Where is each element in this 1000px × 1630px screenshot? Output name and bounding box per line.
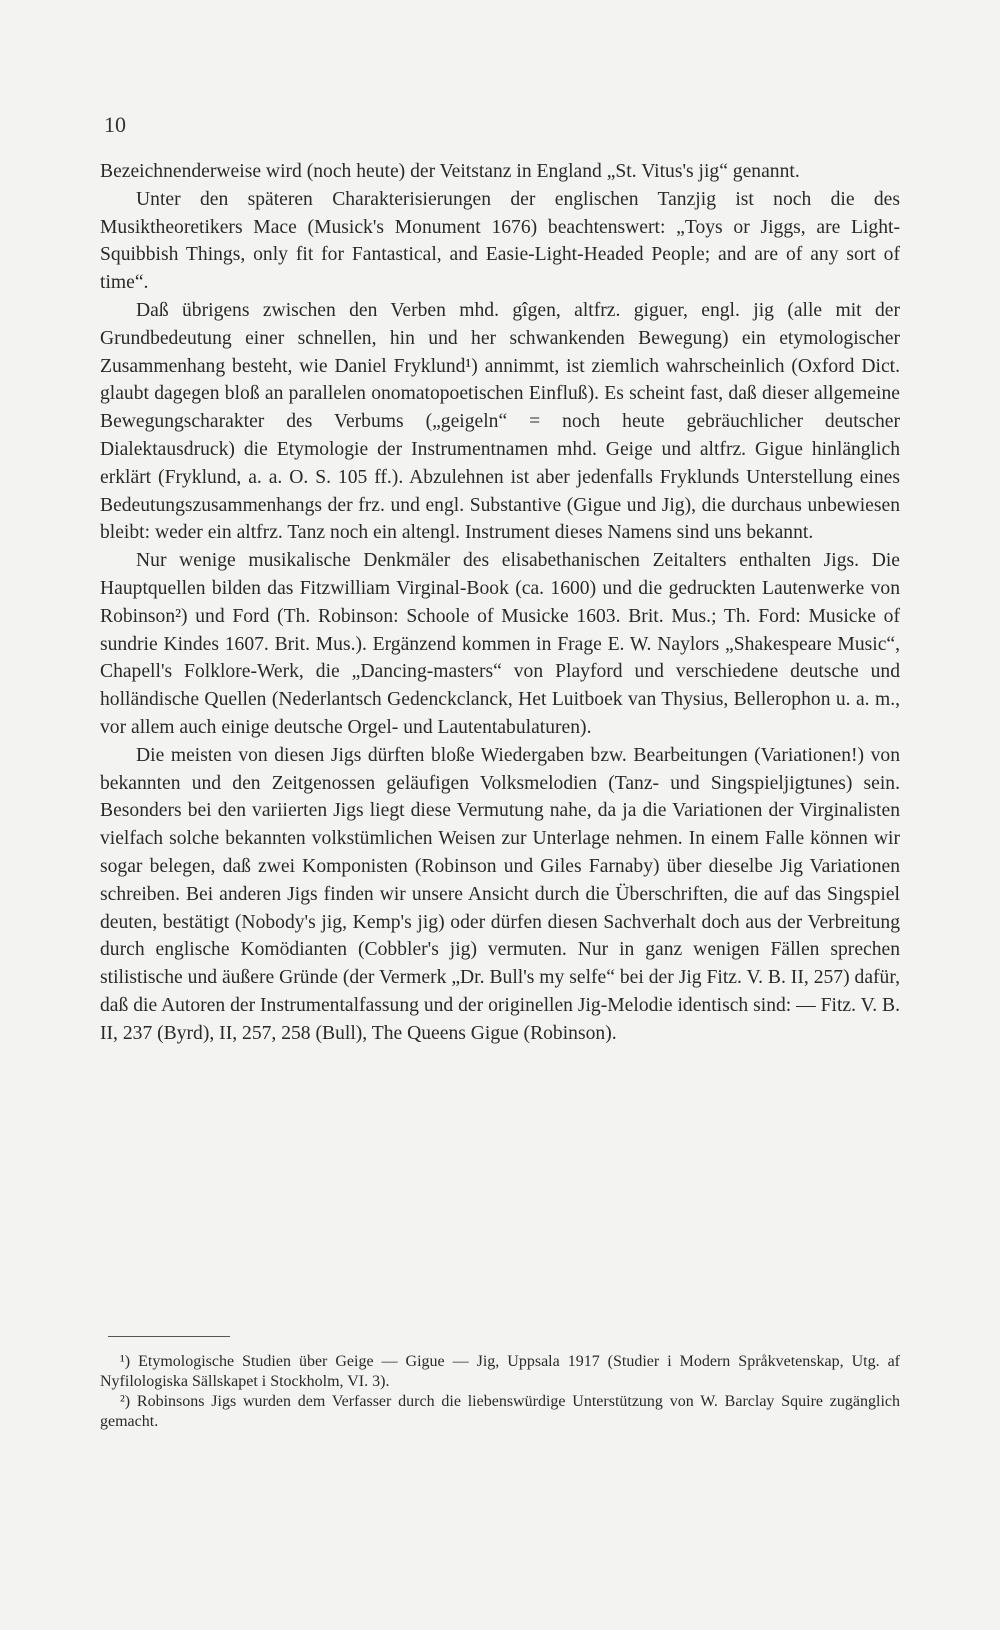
footnotes xyxy=(100,1352,900,1432)
footnote-2: ²) Robinsons Jigs wurden dem Verfasser durch die liebenswürdige Unterstützung von W. Barclay Squire zugänglich gemacht. xyxy=(100,1393,900,1430)
body-text xyxy=(100,158,900,1048)
paragraph-2: Unter den späteren Charakterisierungen der englischen Tanzjig ist noch die des Musiktheoretikers Mace (Musick's Monument 1676) beachtenswert: „Toys or Jiggs, are Light-Squibbish Things, only fit for Fantastical, and Easie-Light-Headed People; and are of any sort of time“. xyxy=(100,188,900,294)
footnote-divider xyxy=(108,1336,230,1337)
paragraph-3: Daß übrigens zwischen den Verben mhd. gîgen, altfrz. giguer, engl. jig (alle mit der Grundbedeutung einer schnellen, hin und her schwankenden Bewegung) ein etymologischer Zusammenhang besteht, wie Daniel Fryklund¹) annimmt, ist ziemlich wahrscheinlich (Oxford Dict. glaubt dagegen bloß an parallelen onomatopoetischen Einfluß). Es scheint fast, daß dieser allgemeine Bewegungscharakter des Verbums („geigeln“ = noch heute gebräuchlicher deutscher Dialektausdruck) die Etymologie der Instrumentnamen mhd. Geige und altfrz. Gigue hinlänglich erklärt (Fryklund, a. a. O. S. 105 ff.). Abzulehnen ist aber jedenfalls Fryklunds Unterstellung eines Bedeutungszusammenhangs der frz. und engl. Substantive (Gigue und Jig), die durchaus unbewiesen bleibt: weder ein altfrz. Tanz noch ein altengl. Instrument dieses Namens sind uns bekannt. xyxy=(100,299,900,544)
paragraph-1: Bezeichnenderweise wird (noch heute) der Veitstanz in England „St. Vitus's jig“ genannt. xyxy=(100,161,800,182)
paragraph-4: Nur wenige musikalische Denkmäler des elisabethanischen Zeitalters enthalten Jigs. Die Hauptquellen bilden das Fitzwilliam Virginal-Book (ca. 1600) und die gedruckten Lautenwerke von Robinson²) und Ford (Th. Robinson: Schoole of Musicke 1603. Brit. Mus.; Th. Ford: Musicke of sundrie Kindes 1607. Brit. Mus.). Ergänzend kommen in Frage E. W. Naylors „Shakespeare Music“, Chapell's Folklore-Werk, die „Dancing-masters“ von Playford und verschiedene deutsche und holländische Quellen (Nederlantsch Gedenckclanck, Het Luitboek van Thysius, Bellerophon u. a. m., vor allem auch einige deutsche Orgel- und Lautentabulaturen). xyxy=(100,550,900,738)
page-number: 10 xyxy=(104,112,126,137)
footnote-1: ¹) Etymologische Studien über Geige — Gigue — Jig, Uppsala 1917 (Studier i Modern Språkvetenskap, Utg. af Nyfilologiska Sällskapet i Stockholm, VI. 3). xyxy=(100,1353,900,1390)
paragraph-5: Die meisten von diesen Jigs dürften bloße Wiedergaben bzw. Bearbeitungen (Variationen!) von bekannten und den Zeitgenossen geläufigen Volksmelodien (Tanz- und Singspieljigtunes) sein. Besonders bei den variierten Jigs liegt diese Vermutung nahe, da ja die Variationen der Virginalisten vielfach solche bekannten volkstümlichen Weisen zur Unterlage nehmen. In einem Falle können wir sogar belegen, daß zwei Komponisten (Robinson und Giles Farnaby) über dieselbe Jig Variationen schreiben. Bei anderen Jigs finden wir unsere Ansicht durch die Überschriften, die auf das Singspiel deuten, bestätigt (Nobody's jig, Kemp's jig) oder dürfen diesen Sachverhalt doch aus der Verbreitung durch englische Komödianten (Cobbler's jig) vermuten. Nur in ganz wenigen Fällen sprechen stilistische und äußere Gründe (der Vermerk „Dr. Bull's my selfe“ bei der Jig Fitz. V. B. II, 257) dafür, daß die Autoren der Instrumentalfassung und der originellen Jig-Melodie identisch sind: — Fitz. V. B. II, 237 (Byrd), II, 257, 258 (Bull), The Queens Gigue (Robinson). xyxy=(100,744,900,1044)
